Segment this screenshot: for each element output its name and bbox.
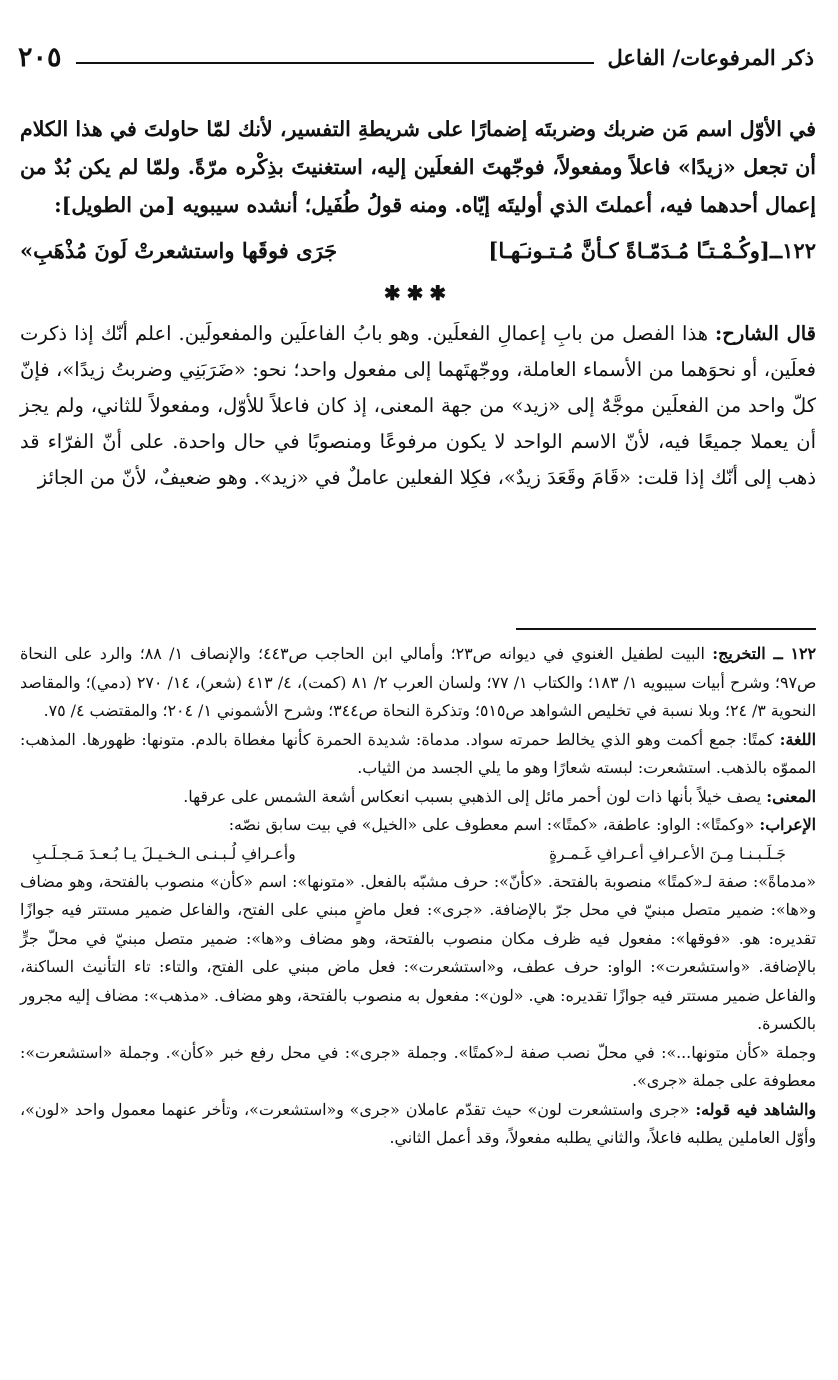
- commentary-text: هذا الفصل من بابِ إعمالِ الفعلَين. وهو بابُ الفاعلَين والمفعولَين. اعلم أنّك إذا ذكرت فعلَين، أو نحوَهما من الأسماء العاملة، ووجّهتَهما إلى مفعول واحد؛ نحو: «ضَرَبَنِي وضربتُ زيدًا»، فإنّ كلّ واحد من الفعلَين موجَّهٌ إلى «زيد» من جهة المعنى، إذ كان فاعلاً للأوّل، ومفعولاً للثاني، ولم يجز أن يعملا جميعًا فيه، لأنّ الاسم الواحد لا يكون مرفوعًا ومنصوبًا في حال واحدة. على أنّ الفرّاء قد ذهب إلى أنّك إذا قلت: «قَامَ وقَعَدَ زيدٌ»، فكِلا الفعلين عاملٌ في «زيد». وهو ضعيفٌ، لأنّ من الجائز: [20, 322, 816, 489]
- verse-number: ١٢٢ــ: [769, 238, 816, 263]
- footnotes: [20, 640, 816, 1153]
- maana-label: المعنى:: [766, 786, 816, 806]
- quoted-verse-half-1: جَـلَـبـنـا مِـنَ الأعـرافِ أعـرافِ غَـمـرةٍ: [548, 844, 786, 863]
- section-separator: ✱✱✱: [383, 281, 453, 305]
- quoted-verse-half-2: وأعـرافِ لُـبـنـى الـخـيـلَ يـا بُـعـدَ مَـجـلَـبِ: [32, 844, 296, 863]
- main-text: [20, 110, 816, 496]
- page-header: [18, 40, 814, 74]
- note-takhrij: [20, 640, 816, 726]
- verse-first-half: [488, 234, 816, 268]
- maana-text: يصف خيلاً بأنها ذات لون أحمر مائل إلى الذهبي بسبب انعكاس أشعة الشمس على عرقها.: [183, 786, 762, 806]
- irab-label: الإعراب:: [759, 815, 816, 834]
- irab-text-a: «وكمتًا»: الواو: عاطفة، «كمتًا»: اسم معطوف على «الخيل» في بيت سابق نصّه:: [228, 815, 755, 834]
- verse-hemistich-1: [وكُـمْـتـًا مُـدَمّـاةً كـأنَّ مُـتـونـَهـا]: [488, 238, 770, 263]
- note-irab: [20, 811, 816, 840]
- verse-hemistich-2: جَرَى فوقَها واستشعرتْ لَونَ مُذْهَبِ»: [20, 238, 338, 263]
- irab-continued: «مدماةً»: صفة لـ«كمتًا» منصوبة بالفتحة. «كأنّ»: حرف مشبّه بالفعل. «متونها»: اسم «كأن» منصوب بالفتحة، وهو مضاف و«ها»: ضمير متصل مبنيّ في محل جرّ بالإضافة. «جرى»: فعل ماضٍ مبني على الفتح، والفاعل ضمير مستتر فيه جوازًا تقديره: هو. «فوقها»: مفعول فيه ظرف مكان منصوب بالفتحة، وهو مضاف و«ها»: ضمير متصل مبنيّ في محلّ جرٍّ بالإضافة. «واستشعرت»: الواو: حرف عطف، و«استشعرت»: فعل ماض مبني على الفتح، والتاء: تاء التأنيث الساكنة، والفاعل ضمير مستتر فيه جوازًا تقديره: هي. «لون»: مفعول به منصوب بالفتحة، وهو مضاف. «مذهب»: مضاف إليه مجرور بالكسرة.: [20, 871, 816, 1033]
- body-paragraph-2: [20, 316, 816, 496]
- page-number: ٢٠٥: [18, 41, 62, 73]
- note-shahid: [20, 1096, 816, 1153]
- verse-line: [20, 234, 816, 268]
- lugha-label: اللغة:: [779, 729, 816, 749]
- takhrij-text: البيت لطفيل الغنوي في ديوانه ص٢٣؛ وأمالي ابن الحاجب ص٤٤٣؛ والإنصاف ١/ ٨٨؛ والرد على النحاة ص٩٧؛ وشرح أبيات سيبويه ١/ ١٨٣؛ والكتاب ١/ ٧٧؛ ولسان العرب ٢/ ٨١ (كمت)، ٤/ ٤١٣ (شعر)، ١٤/ ٢٧٠ (دمي)؛ والمقاصد النحوية ٣/ ٢٤؛ وبلا نسبة في تخليص الشواهد ص٥١٥؛ وتذكرة النحاة ص٣٤٤؛ وشرح الأشموني ١/ ٢٠٤؛ والمقتضب ٤/ ٧٥.: [20, 644, 817, 720]
- running-title: ذكر المرفوعات/ الفاعل: [607, 44, 814, 70]
- body-paragraph-1: في الأوّل اسم مَن ضربك وضربتَه إضمارًا على شريطةِ التفسير، لأنك لمّا حاولتَ في هذا الكلام أن تجعل «زيدًا» فاعلاً ومفعولاً، فوجّهتَ الفعلَين إليه، استغنيتَ بذِكْره مرّةً. ولمّا لم يكن بُدٌ من إعمال أحدهما فيه، أعملتَ الذي أوليتَه إيّاه. ومنه قولُ طُفَيل؛ أنشده سيبويه [من الطويل]:: [20, 117, 816, 217]
- note-jumla: وجملة «كأن متونها...»: في محلّ نصب صفة لـ«كمتًا». وجملة «جرى»: في محل رفع خبر «كأن». وجملة «استشعرت»: معطوفة على جملة «جرى».: [20, 1042, 816, 1090]
- footnote-rule: [516, 628, 816, 630]
- header-rule: [76, 62, 594, 64]
- quoted-verse: [20, 840, 816, 868]
- lugha-text: كمتًا: جمع أكمت وهو الذي يخالط حمرته سواد. مدماة: شديدة الحمرة كأنها مغطاة بالدم. متونها: ظهورها. المذهب: المموّه بالذهب. استشعرت: لبسته شعارًا وهو ما يلي الجسد من الثياب.: [20, 729, 816, 777]
- shahid-label: والشاهد فيه قوله:: [695, 1099, 816, 1119]
- note-lugha: [20, 726, 816, 783]
- shahid-text: «جرى واستشعرت لون» حيث تقدّم عاملان «جرى» و«استشعرت»، وتأخر عنهما معمول واحد «لون»، وأوّل العاملين يطلبه فاعلاً، والثاني يطلبه مفعولاً، وقد أعمل الثاني.: [20, 1099, 816, 1147]
- note-maana: [20, 783, 816, 812]
- takhrij-label: ١٢٢ ــ التخريج:: [712, 644, 817, 663]
- commentator-label: قال الشارح:: [715, 322, 816, 345]
